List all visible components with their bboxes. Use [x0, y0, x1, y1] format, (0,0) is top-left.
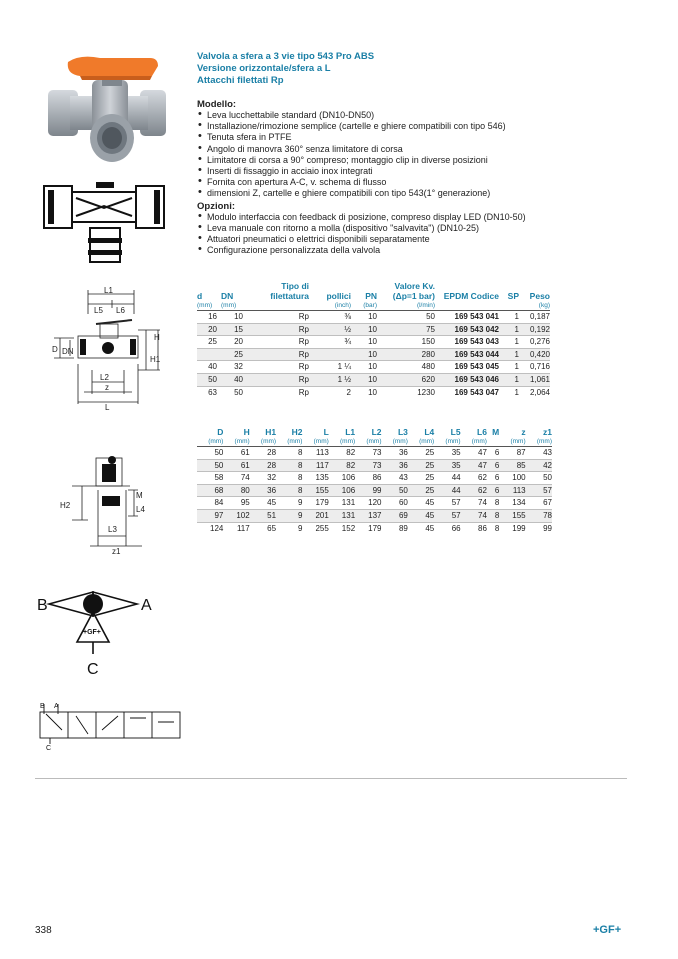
table-cell: 0,716 — [519, 361, 550, 374]
col-header: H1 — [265, 427, 277, 437]
table-cell: 135 — [302, 472, 328, 485]
dim-label: D — [52, 345, 58, 354]
port-label: B — [37, 597, 48, 614]
table-cell: 0,192 — [519, 323, 550, 336]
unit-header: (mm) — [366, 438, 382, 445]
table-row — [197, 348, 550, 361]
table-cell: 9 — [276, 522, 302, 534]
col-header: L5 — [450, 427, 461, 437]
unit-header: (inch) — [334, 302, 351, 309]
model-list — [197, 110, 597, 200]
table-cell: 20 — [217, 336, 243, 349]
table-cell: 45 — [250, 497, 276, 510]
table-cell: Rp — [243, 323, 309, 336]
port-label: B — [40, 703, 45, 710]
table-cell: 201 — [302, 509, 328, 522]
table-cell: 106 — [329, 484, 355, 497]
table-cell: 1 — [499, 336, 519, 349]
table-cell: 10 — [217, 311, 243, 324]
table-cell: 43 — [382, 472, 408, 485]
table-cell: 169 543 043 — [435, 336, 499, 349]
table-cell: 20 — [197, 323, 217, 336]
table-cell: 95 — [223, 497, 249, 510]
table-cell: 82 — [329, 447, 355, 460]
table-cell: 62 — [461, 484, 487, 497]
unit-header: (mm) — [208, 438, 224, 445]
table-cell: 9 — [276, 497, 302, 510]
table-cell: 50 — [197, 373, 217, 386]
table-cell: 0,420 — [519, 348, 550, 361]
table-cell: 42 — [526, 459, 552, 472]
table-cell: 134 — [499, 497, 525, 510]
col-header: L3 — [397, 427, 408, 437]
table-cell: 32 — [217, 361, 243, 374]
table-cell: 50 — [197, 459, 223, 472]
table-cell: 50 — [197, 447, 223, 460]
dim-label: L3 — [108, 525, 117, 534]
table-cell: Rp — [243, 373, 309, 386]
unit-header: (mm) — [287, 438, 303, 445]
list-item: • Tenuta sfera in PTFE — [197, 132, 597, 143]
dim-label: DN — [62, 347, 74, 356]
port-label: C — [87, 661, 99, 678]
list-item: • Configurazione personalizzata della valvola — [197, 245, 597, 256]
table-cell: 28 — [250, 447, 276, 460]
table-cell: 15 — [217, 323, 243, 336]
table-cell: 8 — [276, 484, 302, 497]
table-cell: 6 — [487, 484, 499, 497]
col-header: SP — [507, 291, 519, 301]
port-label: A — [54, 703, 59, 710]
product-title — [197, 51, 374, 87]
table-cell: 8 — [487, 509, 499, 522]
table-cell: 8 — [487, 522, 499, 534]
col-header: D — [217, 427, 224, 437]
table-cell: 169 543 046 — [435, 373, 499, 386]
table-cell: 99 — [526, 522, 552, 534]
table-cell: 57 — [434, 497, 460, 510]
list-item: • Modulo interfaccia con feedback di posizione, compreso display LED (DN10-50) — [197, 212, 597, 223]
list-item: • Fornita con apertura A-C, v. schema di flusso — [197, 177, 597, 188]
table-cell: 9 — [276, 509, 302, 522]
unit-header — [243, 301, 309, 311]
table-cell: 84 — [197, 497, 223, 510]
unit-header: (l/min) — [416, 302, 435, 309]
dim-label: H2 — [60, 501, 71, 510]
unit-header: (mm) — [471, 438, 487, 445]
table-cell: 169 543 041 — [435, 311, 499, 324]
table-cell: 179 — [355, 522, 381, 534]
table-cell: 10 — [351, 348, 377, 361]
table-cell: 2 — [309, 386, 351, 398]
table-cell: 1230 — [377, 386, 435, 398]
table-row — [197, 509, 552, 522]
table-cell: 50 — [382, 484, 408, 497]
table-cell: 25 — [408, 447, 434, 460]
dim-label: L6 — [116, 306, 125, 315]
table-cell: 62 — [461, 472, 487, 485]
table-cell: 1 — [499, 386, 519, 398]
table-cell: 117 — [223, 522, 249, 534]
table-cell: 1 ¼ — [309, 361, 351, 374]
table-cell: 8 — [276, 472, 302, 485]
table-cell: 280 — [377, 348, 435, 361]
table-row — [197, 447, 552, 460]
table-cell: 179 — [302, 497, 328, 510]
col-header: d — [197, 291, 203, 301]
table-cell: 50 — [526, 472, 552, 485]
table-cell: 8 — [487, 497, 499, 510]
table-cell: 113 — [302, 447, 328, 460]
table-cell: 80 — [223, 484, 249, 497]
table-cell: 255 — [302, 522, 328, 534]
table-cell: 1 ½ — [309, 373, 351, 386]
unit-header — [487, 437, 499, 447]
list-item: • Angolo di manovra 360° senza limitatore di corsa — [197, 144, 597, 155]
table-cell: 44 — [434, 472, 460, 485]
table-cell: 60 — [382, 497, 408, 510]
unit-header: (mm) — [536, 438, 552, 445]
unit-header: (kg) — [538, 302, 550, 309]
unit-header — [435, 301, 499, 311]
list-item: • Installazione/rimozione semplice (cartelle e ghiere compatibili con tipo 546) — [197, 121, 597, 132]
table-cell: 45 — [408, 522, 434, 534]
table-cell: Rp — [243, 348, 309, 361]
table-cell: 10 — [351, 386, 377, 398]
table-cell: 63 — [197, 386, 217, 398]
table-cell: 47 — [461, 447, 487, 460]
dim-label: L2 — [100, 373, 109, 382]
table-cell: 10 — [351, 336, 377, 349]
table-cell: 6 — [487, 472, 499, 485]
table-cell: 57 — [526, 484, 552, 497]
gf-logo-small: +GF+ — [83, 629, 101, 636]
table-cell: 1 — [499, 311, 519, 324]
col-header: H2 — [291, 427, 303, 437]
table-cell: 86 — [355, 472, 381, 485]
table-cell: 150 — [377, 336, 435, 349]
table-row — [197, 472, 552, 485]
table-cell: 50 — [377, 311, 435, 324]
table-cell: 69 — [382, 509, 408, 522]
valve-section-drawing — [40, 178, 170, 270]
table-cell: 47 — [461, 459, 487, 472]
table-cell: 45 — [408, 509, 434, 522]
options-heading: Opzioni: — [197, 200, 235, 212]
table-cell: 43 — [526, 447, 552, 460]
table-cell: 74 — [461, 509, 487, 522]
table-cell: 120 — [355, 497, 381, 510]
table-row — [197, 373, 550, 386]
table-cell: 10 — [351, 323, 377, 336]
unit-header — [499, 301, 519, 311]
table-cell — [309, 348, 351, 361]
flow-diagram — [35, 582, 165, 682]
table-cell: 25 — [408, 459, 434, 472]
table-cell: 36 — [382, 447, 408, 460]
table-cell: 89 — [382, 522, 408, 534]
table-cell: 169 543 042 — [435, 323, 499, 336]
table-cell: 51 — [250, 509, 276, 522]
table-row — [197, 323, 550, 336]
table-cell: 40 — [217, 373, 243, 386]
dim-label: H1 — [150, 355, 161, 364]
dim-label: M — [136, 491, 143, 500]
table-cell: 66 — [434, 522, 460, 534]
list-item: • Limitatore di corsa a 90° compreso; montaggio clip in diverse posizioni — [197, 155, 597, 166]
dim-label: z — [105, 383, 109, 392]
table-cell: 65 — [250, 522, 276, 534]
table-cell: 169 543 045 — [435, 361, 499, 374]
table-cell: 99 — [355, 484, 381, 497]
table-row — [197, 459, 552, 472]
table-cell: 8 — [276, 447, 302, 460]
table-cell: 1 — [499, 348, 519, 361]
col-header: EPDM Codice — [443, 291, 499, 301]
table-cell: 480 — [377, 361, 435, 374]
table-cell: 0,276 — [519, 336, 550, 349]
table-cell: 155 — [302, 484, 328, 497]
dimensions-table — [197, 427, 552, 534]
table-cell: 25 — [408, 484, 434, 497]
table-cell: Rp — [243, 386, 309, 398]
dim-label: L1 — [104, 286, 113, 295]
table-cell: 61 — [223, 447, 249, 460]
table-row — [197, 522, 552, 534]
table-cell: 100 — [499, 472, 525, 485]
table-cell: 73 — [355, 447, 381, 460]
unit-header: (mm) — [221, 302, 237, 309]
col-header: M — [492, 427, 500, 437]
codes-table — [197, 281, 550, 398]
table-cell: 57 — [434, 509, 460, 522]
table-cell: 50 — [217, 386, 243, 398]
col-header: L6 — [477, 427, 487, 437]
unit-header: (mm) — [339, 438, 356, 445]
table-cell: 1,061 — [519, 373, 550, 386]
col-header: DN — [221, 291, 234, 301]
table-cell: 36 — [382, 459, 408, 472]
table-cell: 16 — [197, 311, 217, 324]
table-cell: 74 — [461, 497, 487, 510]
table-cell: 113 — [499, 484, 525, 497]
col-header: Tipo di filettatura — [270, 281, 309, 301]
list-item: • Leva manuale con ritorno a molla (dispositivo "salvavita") (DN10-25) — [197, 223, 597, 234]
col-header: L4 — [424, 427, 435, 437]
table-cell: 2,064 — [519, 386, 550, 398]
options-list — [197, 212, 597, 257]
col-header: Peso — [529, 291, 550, 301]
table-cell: 78 — [526, 509, 552, 522]
table-cell: ½ — [309, 323, 351, 336]
table-cell: 10 — [351, 361, 377, 374]
table-cell: 6 — [487, 459, 499, 472]
table-cell: 87 — [499, 447, 525, 460]
table-cell: 32 — [250, 472, 276, 485]
table-cell: 1 — [499, 373, 519, 386]
table-cell: 1 — [499, 361, 519, 374]
unit-header: (mm) — [313, 438, 329, 445]
title-line: Valvola a sfera a 3 vie tipo 543 Pro ABS — [197, 51, 375, 62]
table-cell: Rp — [243, 311, 309, 324]
unit-header: (mm) — [419, 438, 435, 445]
port-label: A — [141, 597, 152, 614]
table-cell: 10 — [351, 311, 377, 324]
valve-photo — [40, 50, 175, 170]
table-cell: 124 — [197, 522, 223, 534]
table-cell: 8 — [276, 459, 302, 472]
table-cell: 106 — [329, 472, 355, 485]
table-cell: 169 543 044 — [435, 348, 499, 361]
side-dimension-drawing — [58, 450, 158, 558]
table-cell: Rp — [243, 336, 309, 349]
unit-header: (mm) — [197, 302, 213, 309]
table-cell: 86 — [461, 522, 487, 534]
table-row — [197, 336, 550, 349]
table-cell: 620 — [377, 373, 435, 386]
table-row — [197, 484, 552, 497]
table-cell: 28 — [250, 459, 276, 472]
unit-header: (mm) — [510, 438, 526, 445]
table-cell: 117 — [302, 459, 328, 472]
dim-label: z1 — [112, 547, 121, 556]
table-row — [197, 311, 550, 324]
col-header: L — [323, 427, 329, 437]
table-cell: 137 — [355, 509, 381, 522]
table-cell: 102 — [223, 509, 249, 522]
table-cell: 169 543 047 — [435, 386, 499, 398]
table-cell: 36 — [250, 484, 276, 497]
dim-label: H — [154, 333, 160, 342]
table-cell: 131 — [329, 509, 355, 522]
table-cell: 75 — [377, 323, 435, 336]
col-header: Valore Kv. (Δp=1 bar) — [392, 281, 435, 301]
table-cell: 74 — [223, 472, 249, 485]
col-header: L2 — [371, 427, 382, 437]
table-row — [197, 361, 550, 374]
title-line: Attacchi filettati Rp — [197, 75, 284, 86]
table-cell: 44 — [434, 484, 460, 497]
dim-label: L — [105, 403, 110, 412]
table-cell: 97 — [197, 509, 223, 522]
table-cell: ⅜ — [309, 311, 351, 324]
dim-label: L4 — [136, 505, 145, 514]
table-cell: 0,187 — [519, 311, 550, 324]
table-cell: 45 — [408, 497, 434, 510]
table-row — [197, 497, 552, 510]
unit-header: (mm) — [260, 438, 277, 445]
table-cell: 35 — [434, 447, 460, 460]
table-cell: 25 — [197, 336, 217, 349]
table-cell — [197, 348, 217, 361]
list-item: • Attuatori pneumatici o elettrici disponibili separatamente — [197, 234, 597, 245]
table-cell: 25 — [217, 348, 243, 361]
col-header: z1 — [543, 427, 552, 437]
table-cell: 85 — [499, 459, 525, 472]
table-cell: 1 — [499, 323, 519, 336]
col-header: pollici — [326, 291, 351, 301]
footer-divider — [35, 778, 627, 779]
table-cell: 131 — [329, 497, 355, 510]
title-line: Versione orizzontale/sfera a L — [197, 63, 331, 74]
unit-header: (mm) — [392, 438, 408, 445]
front-dimension-drawing — [42, 284, 162, 416]
table-cell: 40 — [197, 361, 217, 374]
table-cell: 82 — [329, 459, 355, 472]
gf-logo: +GF+ — [593, 924, 622, 936]
switch-diagram — [38, 700, 184, 752]
page-number: 338 — [35, 925, 52, 936]
table-row — [197, 386, 550, 398]
col-header: z — [521, 427, 526, 437]
model-section — [197, 99, 597, 256]
dim-label: L5 — [94, 306, 103, 315]
model-heading: Modello: — [197, 99, 237, 110]
table-cell: 25 — [408, 472, 434, 485]
table-cell: ¾ — [309, 336, 351, 349]
table-cell: 58 — [197, 472, 223, 485]
table-cell: 35 — [434, 459, 460, 472]
list-item: • Leva lucchettabile standard (DN10-DN50) — [197, 110, 597, 121]
table-cell: 68 — [197, 484, 223, 497]
table-cell: 10 — [351, 373, 377, 386]
list-item: • Inserti di fissaggio in acciaio inox integrati — [197, 166, 597, 177]
table-cell: 73 — [355, 459, 381, 472]
table-cell: Rp — [243, 361, 309, 374]
table-cell: 152 — [329, 522, 355, 534]
table-cell: 61 — [223, 459, 249, 472]
col-header: H — [243, 427, 250, 437]
table-cell: 67 — [526, 497, 552, 510]
unit-header: (bar) — [363, 302, 377, 309]
table-cell: 155 — [499, 509, 525, 522]
table-cell: 6 — [487, 447, 499, 460]
unit-header: (mm) — [234, 438, 250, 445]
port-label: C — [46, 745, 52, 752]
unit-header: (mm) — [445, 438, 461, 445]
col-header: PN — [365, 291, 377, 301]
col-header: L1 — [345, 427, 356, 437]
table-cell: 199 — [499, 522, 525, 534]
list-item: • dimensioni Z, cartelle e ghiere compatibili con tipo 543(1° generazione) — [197, 188, 597, 199]
